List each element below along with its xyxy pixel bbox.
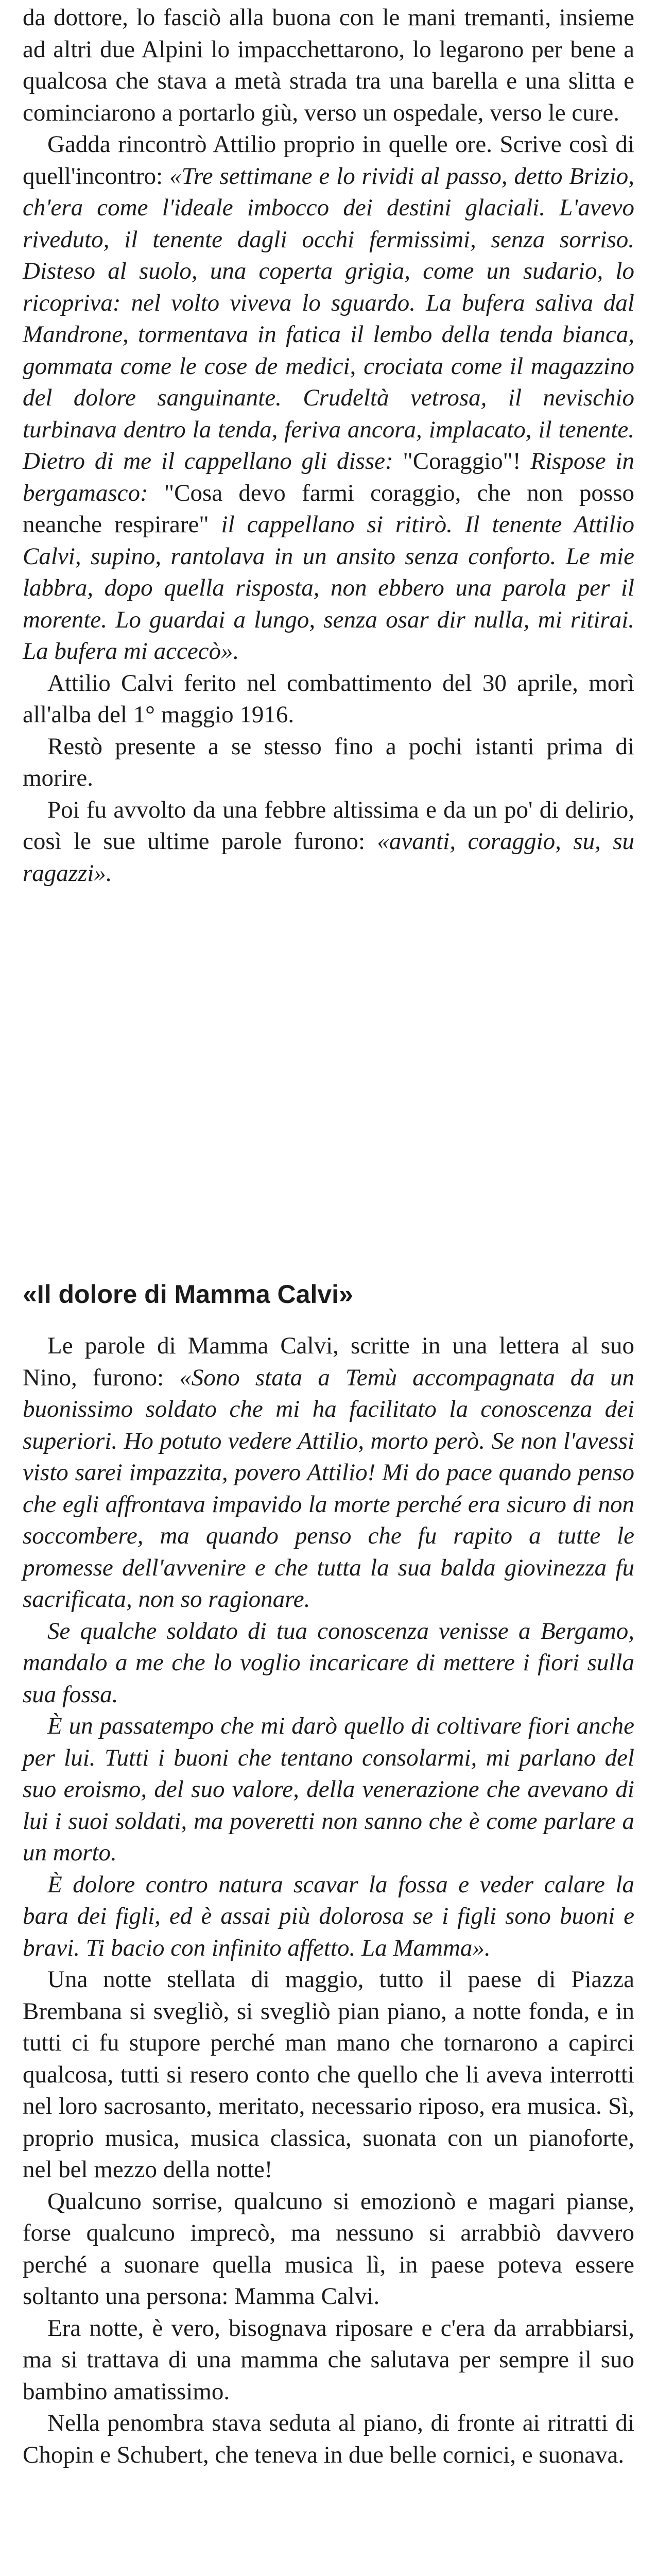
text-run: "Cosa devo farmi coraggio, che non posso neanche respirare": [23, 479, 635, 538]
text-run: da dottore, lo fasciò alla buona con le mani tremanti, insieme ad altri due Alpini lo impacchettarono, lo legarono per bene a qualcosa che stava a metà strada tra una barella e una slitta e cominciarono a portarlo giù, verso un ospedale, verso le cure.: [23, 4, 634, 126]
text-run: Nella penombra stava seduta al piano, di fronte ai ritratti di Chopin e Schubert, che teneva in due belle cornici, e suonava.: [23, 2410, 634, 2468]
text-run: Gadda rincontrò Attilio proprio in quelle ore. Scrive così di quell'incontro:: [23, 131, 634, 190]
italic-text-run: È un passatempo che mi darò quello di coltivare fiori anche per lui. Tutti i buoni che tentano consolarmi, mi parlano del suo eroismo, del suo valore, della venerazione che avevano di lui i suoi soldati, ma poveretti non sanno che è come parlare a un morto.: [23, 1713, 634, 1866]
text-run: Qualcuno sorrise, qualcuno si emozionò e magari pianse, forse qualcuno imprecò, ma nessuno si arrabbiò davvero perché a suonare quella musica lì, in paese poteva essere soltanto una persona: Mamma Calvi.: [23, 2188, 634, 2310]
text-run: Restò presente a se stesso fino a pochi istanti prima di morire.: [23, 733, 634, 791]
paragraph: [23, 1869, 634, 1964]
paragraph: [23, 2186, 634, 2313]
text-run: Era notte, è vero, bisognava riposare e c'era da arrabbiarsi, ma si trattava di una mamma che salutava per sempre il suo bambino amatissimo.: [23, 2314, 634, 2405]
italic-text-run: «Sono stata a Temù accompagnata da un buonissimo soldato che mi ha facilitato la conoscenza dei superiori. Ho potuto vedere Attilio, morto però. Se non l'avessi visto sarei impazzita, povero Attilio! Mi do pace quando penso che egli affrontava impavido la morte perché era sicuro di non soccombere, ma quando penso che fu rapito a tutte le promesse dell'avvenire e che tutta la sua balda giovinezza fu sacrificata, non so ragionare.: [23, 1364, 634, 1613]
text-run: Le parole di Mamma Calvi, scritte in una lettera al suo Nino, furono:: [23, 1332, 634, 1391]
text-run: "Coraggio"!: [403, 448, 531, 474]
paragraph: [23, 129, 634, 668]
italic-text-run: È dolore contro natura scavar la fossa e veder calare la bara dei figli, ed è assai più dolorosa se i figli sono buoni e bravi. Ti bacio con infinito affetto. La Mamma».: [23, 1871, 634, 1961]
paragraph: [23, 1964, 634, 2186]
italic-text-run: Se qualche soldato di tua conoscenza venisse a Bergamo, mandalo a me che lo voglio incaricare di mettere i fiori sulla sua fossa.: [23, 1617, 634, 1708]
section-heading: «Il dolore di Mamma Calvi»: [23, 1280, 353, 1309]
paragraph: [23, 731, 634, 794]
paragraph: [23, 2, 634, 129]
text-run: Una notte stellata di maggio, tutto il paese di Piazza Brembana si svegliò, si svegliò pian piano, a notte fonda, e in tutti ci fu stupore perché man mano che tornarono a capirci qualcosa, tutti si resero conto che quello che li aveva interrotti nel loro sacrosanto, meritato, necessario riposo, era musica. Sì, proprio musica, musica classica, suonata con un pianoforte, nel bel mezzo della notte!: [23, 1966, 634, 2183]
paragraph: [23, 2313, 634, 2408]
italic-text-run: «avanti, coraggio, su, su ragazzi».: [23, 828, 634, 887]
paragraph: [23, 668, 634, 731]
paragraph: [23, 1710, 634, 1869]
paragraph: [23, 2408, 634, 2471]
paragraph: [23, 1330, 634, 1616]
text-run: Attilio Calvi ferito nel combattimento del 30 aprile, morì all'alba del 1° maggio 1916.: [23, 669, 634, 728]
italic-text-run: «Tre settimane e lo rividi al passo, detto Brizio, ch'era come l'ideale imbocco dei destini glaciali. L'avevo riveduto, il tenente dagli occhi fermissimi, senza sorriso. Disteso al suolo, una coperta grigia, come un sudario, lo ricopriva: nel volto viveva lo sguardo. La bufera saliva dal Mandrone, tormentava in fatica il lembo della tenda bianca, gommata come le cose de medici, crociata come il magazzino del dolore sanguinante. Crudeltà vetrosa, il nevischio turbinava dentro la tenda, feriva ancora, implacato, il tenente. Dietro di me il cappellano gli disse:: [23, 162, 634, 474]
article-section-two: [23, 1279, 634, 2471]
italic-text-run: Rispose in bergamasco:: [23, 448, 634, 506]
article-section-one: [23, 2, 634, 889]
italic-text-run: il cappellano si ritirò. Il tenente Attilio Calvi, supino, rantolava in un ansito senza conforto. Le mie labbra, dopo quella risposta, non ebbero una parola per il morente. Lo guardai a lungo, senza osar dir nulla, mi ritirai. La bufera mi accecò».: [23, 511, 634, 665]
paragraph: [23, 1616, 634, 1711]
text-run: Poi fu avvolto da una febbre altissima e da un po' di delirio, così le sue ultime parole furono:: [23, 796, 634, 855]
paragraph: [23, 794, 634, 890]
